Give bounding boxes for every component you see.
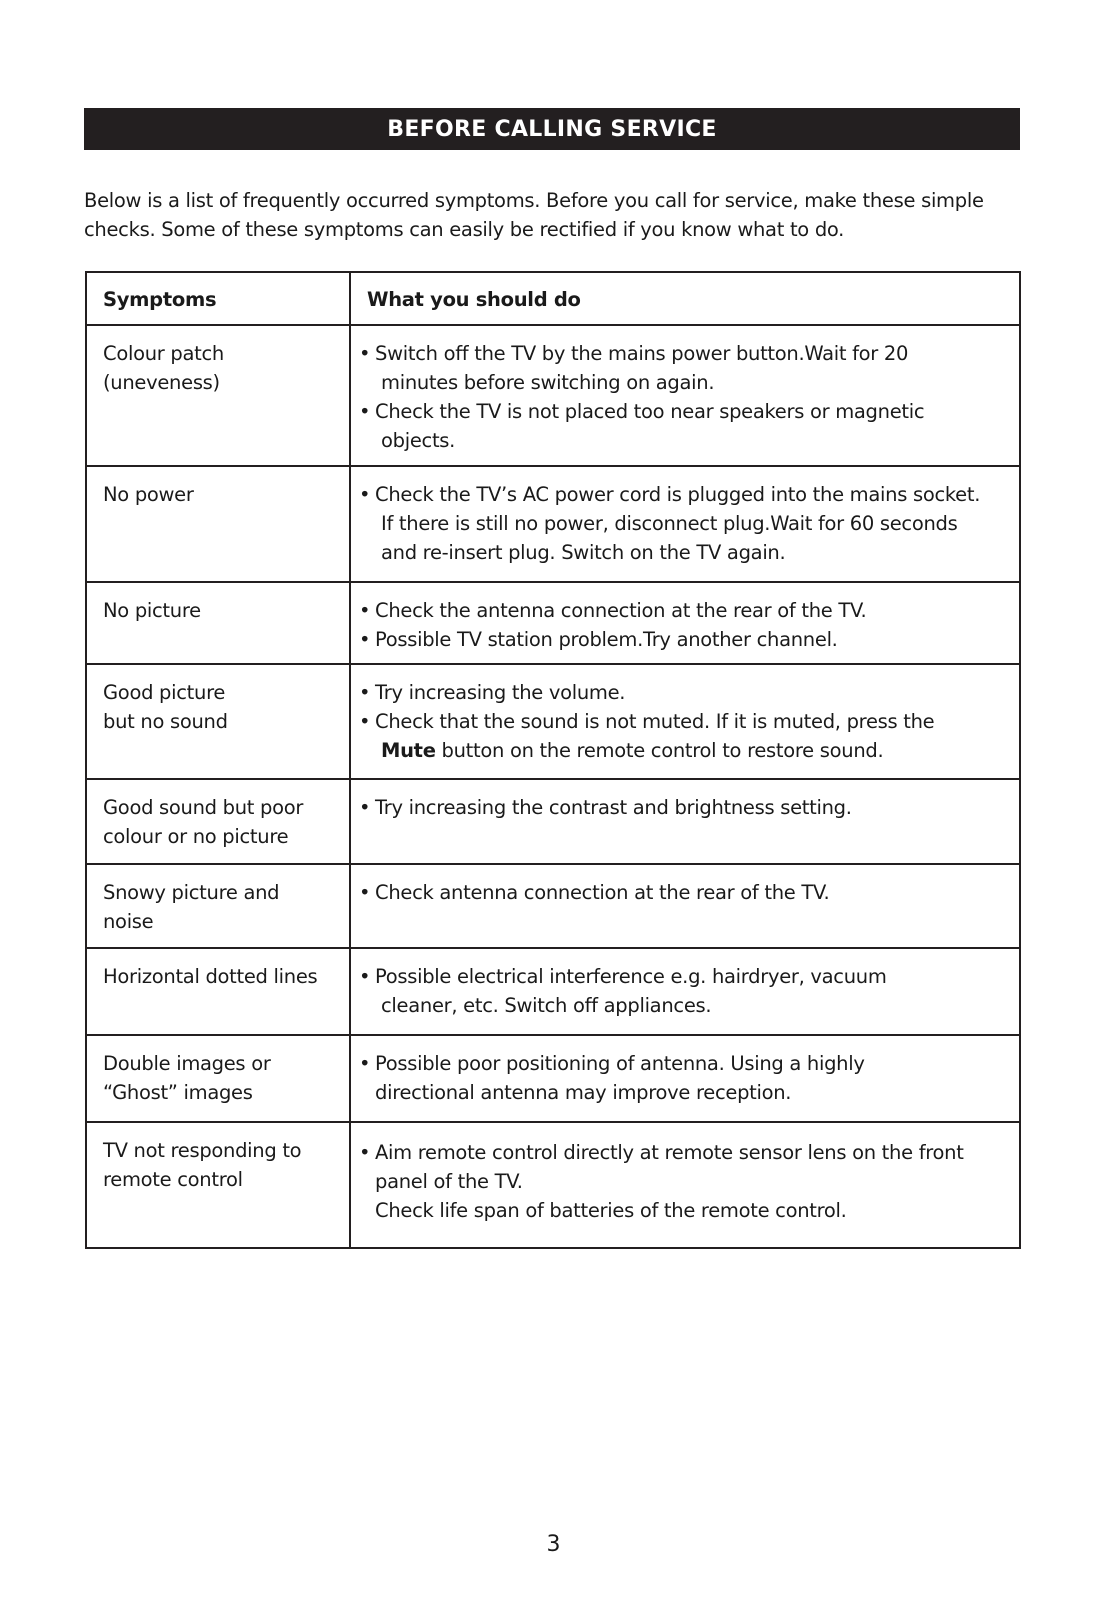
symptom-cell: Horizontal dotted lines <box>86 948 350 1035</box>
action-cell <box>350 1122 1020 1248</box>
symptom-cell: Colour patch (uneveness) <box>86 325 350 466</box>
action-cell <box>350 664 1020 779</box>
symptom-cell: No picture <box>86 582 350 664</box>
table-row <box>86 325 1020 466</box>
action-continuation: If there is still no power, disconnect plug.Wait for 60 seconds <box>381 512 958 535</box>
action-continuation: minutes before switching on again. <box>381 371 715 394</box>
action-continuation: panel of the TV. <box>375 1170 523 1193</box>
action-item: • Try increasing the contrast and brightness setting. <box>359 793 1011 822</box>
symptom-cell: Double images or “Ghost” images <box>86 1035 350 1122</box>
action-cell <box>350 864 1020 948</box>
action-item: • Possible poor positioning of antenna. Using a highly <box>359 1049 1011 1078</box>
table-header-row <box>86 272 1020 325</box>
table-row <box>86 864 1020 948</box>
action-cell <box>350 325 1020 466</box>
bullet-icon: • <box>359 881 371 904</box>
bullet-icon: • <box>359 1141 371 1164</box>
bullet-icon: • <box>359 710 371 733</box>
table-row <box>86 948 1020 1035</box>
intro-paragraph <box>84 186 1024 244</box>
action-item: • Possible TV station problem.Try another channel. <box>359 625 1011 654</box>
bullet-icon: • <box>359 965 371 988</box>
section-title: BEFORE CALLING SERVICE <box>84 108 1020 150</box>
action-item: • Check the TV’s AC power cord is plugged into the mains socket. <box>359 480 1011 509</box>
symptom-cell: TV not responding to remote control <box>86 1122 350 1248</box>
action-continuation: cleaner, etc. Switch off appliances. <box>381 994 712 1017</box>
action-continuation: objects. <box>381 429 456 452</box>
table-row <box>86 466 1020 582</box>
symptom-cell: Good sound but poor colour or no picture <box>86 779 350 864</box>
symptom-cell: No power <box>86 466 350 582</box>
action-cell <box>350 582 1020 664</box>
bullet-icon: • <box>359 681 371 704</box>
table-row <box>86 664 1020 779</box>
action-item: • Switch off the TV by the mains power button.Wait for 20 <box>359 339 1011 368</box>
intro-line: checks. Some of these symptoms can easily be rectified if you know what to do. <box>84 218 845 241</box>
action-continuation: directional antenna may improve reception. <box>375 1081 792 1104</box>
action-cell <box>350 1035 1020 1122</box>
table-row <box>86 779 1020 864</box>
symptom-cell: Snowy picture and noise <box>86 864 350 948</box>
bullet-icon: • <box>359 483 371 506</box>
table-row <box>86 1122 1020 1248</box>
bullet-icon: • <box>359 599 371 622</box>
action-item: • Check that the sound is not muted. If it is muted, press the <box>359 707 1011 736</box>
page-number: 3 <box>546 1532 561 1557</box>
action-continuation: Mute button on the remote control to restore sound. <box>381 739 884 762</box>
bullet-icon: • <box>359 342 371 365</box>
intro-line: Below is a list of frequently occurred symptoms. Before you call for service, make these simple <box>84 189 984 212</box>
action-item: • Check antenna connection at the rear of the TV. <box>359 878 1011 907</box>
bullet-icon: • <box>359 796 371 819</box>
action-item: • Try increasing the volume. <box>359 678 1011 707</box>
mute-button-label: Mute <box>381 739 436 762</box>
bullet-icon: • <box>359 628 371 651</box>
action-continuation: and re-insert plug. Switch on the TV again. <box>381 541 786 564</box>
symptom-cell: Good picture but no sound <box>86 664 350 779</box>
action-cell <box>350 466 1020 582</box>
table-row <box>86 582 1020 664</box>
action-cell <box>350 779 1020 864</box>
action-cell <box>350 948 1020 1035</box>
action-continuation: Check life span of batteries of the remote control. <box>375 1199 847 1222</box>
action-item: • Aim remote control directly at remote sensor lens on the front <box>359 1138 1011 1167</box>
table-row <box>86 1035 1020 1122</box>
action-item: • Possible electrical interference e.g. hairdryer, vacuum <box>359 962 1011 991</box>
bullet-icon: • <box>359 400 371 423</box>
bullet-icon: • <box>359 1052 371 1075</box>
symptoms-column-header: Symptoms <box>86 272 350 325</box>
troubleshooting-table <box>85 271 1021 1249</box>
action-item: • Check the TV is not placed too near speakers or magnetic <box>359 397 1011 426</box>
action-column-header: What you should do <box>350 272 1020 325</box>
action-item: • Check the antenna connection at the rear of the TV. <box>359 596 1011 625</box>
